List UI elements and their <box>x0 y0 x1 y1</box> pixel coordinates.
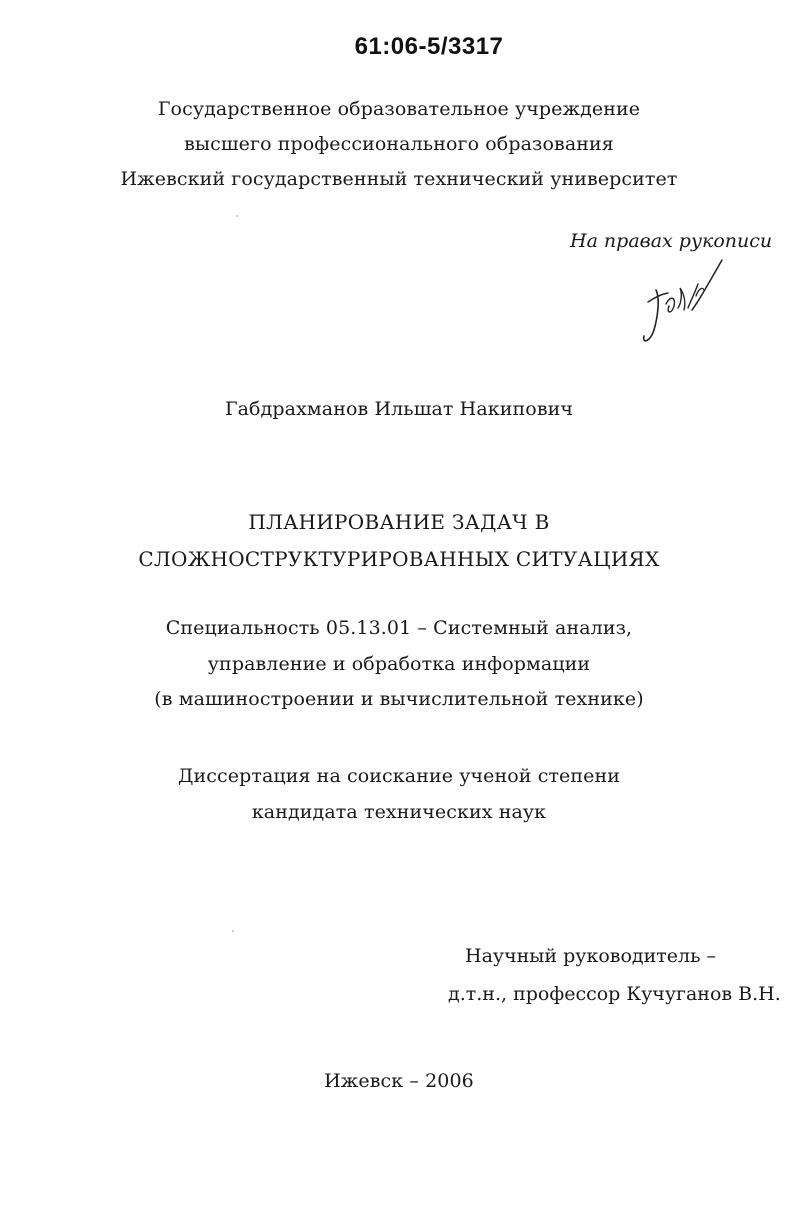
institution-line-3: Ижевский государственный технический университет <box>120 168 678 190</box>
manuscript-rights-note: На правах рукописи <box>570 230 773 252</box>
degree-line-1: Диссертация на соискание ученой степени <box>177 765 621 787</box>
advisor-name: д.т.н., профессор Кучуганов В.Н. <box>448 983 781 1005</box>
title-line-1: ПЛАНИРОВАНИЕ ЗАДАЧ В <box>248 510 550 534</box>
degree-line-2: кандидата технических наук <box>251 801 547 823</box>
scan-speck <box>232 930 234 932</box>
scan-speck <box>236 215 238 217</box>
advisor-label: Научный руководитель – <box>465 945 716 967</box>
catalog-number: 61:06-5/3317 <box>354 33 504 60</box>
author-name: Габдрахманов Ильшат Накипович <box>224 398 574 420</box>
institution-line-2: высшего профессионального образования <box>184 133 614 155</box>
place-and-year: Ижевск – 2006 <box>324 1070 474 1092</box>
specialty-line-2: управление и обработка информации <box>207 653 591 675</box>
title-line-2: СЛОЖНОСТРУКТУРИРОВАННЫХ СИТУАЦИЯХ <box>138 547 660 571</box>
specialty-line-3: (в машиностроении и вычислительной технике) <box>154 688 644 710</box>
institution-line-1: Государственное образовательное учреждение <box>157 98 641 120</box>
specialty-line-1: Специальность 05.13.01 – Системный анализ, <box>165 617 633 639</box>
handwritten-signature-icon <box>636 258 736 350</box>
